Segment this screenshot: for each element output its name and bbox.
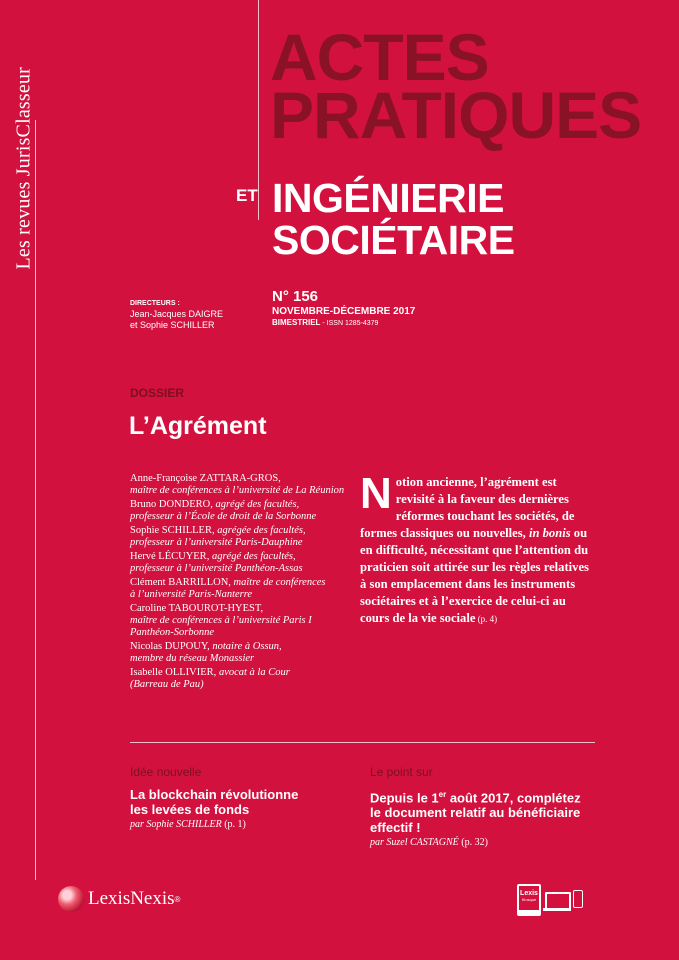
- author-role-2: (Barreau de Pau): [130, 679, 204, 690]
- author-role: agrégé des facultés,: [211, 551, 296, 562]
- publisher-logo: [58, 884, 180, 914]
- author-item: [130, 603, 360, 639]
- feature-right-title-sup: er: [438, 790, 447, 799]
- author-name: Caroline TABOUROT-HYEST,: [130, 603, 264, 614]
- author-item: [130, 667, 360, 691]
- abstract-text-b: ou en difficulté, nécessitant que l’attention du praticien soit attirée sur les règles relatives à son emplacement dans les instruments sociétaires et à l’exercice de celui-ci au cours de la vie sociale: [360, 526, 589, 625]
- feature-left-label: Idée nouvelle: [130, 765, 202, 779]
- issue-frequency: BIMESTRIEL: [272, 318, 321, 327]
- feature-left-title-2: les levées de fonds: [130, 802, 250, 817]
- author-role-2: professeur à l’université Paris-Dauphine: [130, 537, 303, 548]
- author-item: [130, 577, 360, 601]
- feature-right-page: (p. 32): [458, 837, 488, 849]
- masthead-rule: [258, 0, 259, 220]
- phone-icon: [573, 890, 583, 908]
- dossier-label: DOSSIER: [130, 386, 185, 400]
- feature-right[interactable]: [370, 765, 595, 848]
- dossier-abstract: [360, 469, 595, 628]
- author-role: maître de conférences: [233, 577, 326, 588]
- author-item: [130, 551, 360, 575]
- laptop-base: [543, 908, 571, 911]
- feature-right-by: par: [370, 837, 387, 849]
- issue-issn: - ISSN 1285-4379: [320, 320, 379, 327]
- author-item: [130, 499, 360, 523]
- author-role-2: à l’université Paris-Nanterre: [130, 589, 253, 600]
- kiosque-line1: Lexis: [520, 890, 538, 897]
- features-divider: [130, 742, 595, 743]
- author-name: Clément BARRILLON,: [130, 577, 231, 588]
- issue-period: NOVEMBRE-DÉCEMBRE 2017: [272, 306, 416, 317]
- feature-right-label: Le point sur: [370, 765, 433, 779]
- title-ingenierie: INGÉNIERIE: [272, 175, 504, 221]
- author-role: maître de conférences à l’université Paris I: [130, 615, 312, 626]
- author-name: Anne-Françoise ZATTARA-GROS,: [130, 473, 281, 484]
- author-item: [130, 641, 360, 665]
- author-role: agrégé des facultés,: [215, 499, 300, 510]
- feature-right-byline: [370, 837, 595, 848]
- author-name: Nicolas DUPOUY,: [130, 641, 210, 652]
- feature-right-author: Suzel CASTAGNÉ: [386, 837, 459, 849]
- author-item: [130, 473, 360, 497]
- feature-right-title: [370, 787, 595, 835]
- author-role-2: professeur à l’université Panthéon-Assas: [130, 563, 303, 574]
- kiosque-screen: [519, 886, 539, 910]
- issue-number: N° 156: [272, 288, 319, 305]
- publisher-name: LexisNexis: [88, 888, 175, 909]
- directors-names-1: Jean-Jacques DAIGRE: [130, 309, 224, 319]
- author-role-2: Panthéon-Sorbonne: [130, 627, 214, 638]
- author-name: Sophie SCHILLER,: [130, 525, 215, 536]
- abstract-page: (p. 4): [475, 614, 498, 624]
- kiosque-line2: Kiosque: [521, 897, 537, 902]
- author-item: [130, 525, 360, 549]
- title-connector: ET: [236, 186, 258, 205]
- directors-label: DIRECTEURS :: [130, 300, 180, 307]
- feature-right-title-a: Depuis le 1: [370, 790, 439, 806]
- author-role-2: professeur à l’École de droit de la Sorbonne: [130, 511, 317, 522]
- series-name: Les revues JurisClasseur: [12, 66, 35, 270]
- dossier-title: L’Agrément: [129, 412, 267, 440]
- author-name: Hervé LÉCUYER,: [130, 551, 210, 562]
- abstract-italic: in bonis: [528, 526, 571, 540]
- author-role: agrégée des facultés,: [217, 525, 306, 536]
- author-role: notaire à Ossun,: [212, 641, 282, 652]
- abstract-text-a: otion ancienne, l’agrément est revisité à la faveur des dernières réformes touchant les sociétés, de formes classiques ou nouvelles,: [360, 475, 575, 540]
- authors-list: [130, 473, 360, 693]
- title-societaire: SOCIÉTAIRE: [272, 217, 515, 263]
- author-name: Isabelle OLLIVIER,: [130, 667, 217, 678]
- feature-left-title: [130, 787, 340, 817]
- issue-frequency-line: [272, 318, 472, 329]
- author-role-2: membre du réseau Monassier: [130, 653, 255, 664]
- feature-left-byline: [130, 819, 340, 830]
- directors-block: [130, 298, 260, 331]
- directors-names-2: et Sophie SCHILLER: [130, 320, 215, 330]
- title-pratiques: PRATIQUES: [270, 78, 642, 152]
- author-name: Bruno DONDERO,: [130, 499, 213, 510]
- author-role: avocat à la Cour: [218, 667, 290, 678]
- kiosque-tablet: [517, 884, 541, 916]
- publisher-mark: ®: [174, 894, 181, 904]
- lexisnexis-icon: [58, 886, 84, 912]
- author-role: maître de conférences à l’université de La Réunion: [130, 485, 345, 496]
- feature-left[interactable]: [130, 765, 340, 830]
- feature-left-title-1: La blockchain révolutionne: [130, 787, 299, 802]
- feature-left-page: (p. 1): [221, 819, 246, 830]
- drop-cap: N: [360, 469, 392, 518]
- issue-block: [272, 288, 472, 329]
- title-actes: ACTES: [270, 20, 489, 94]
- feature-left-author: Sophie SCHILLER: [146, 819, 222, 830]
- kiosque-badge: [517, 884, 583, 916]
- feature-left-by: par: [130, 819, 147, 830]
- feature-right-title-b: août 2017, complétez le document relatif au bénéficiaire effectif !: [370, 790, 581, 836]
